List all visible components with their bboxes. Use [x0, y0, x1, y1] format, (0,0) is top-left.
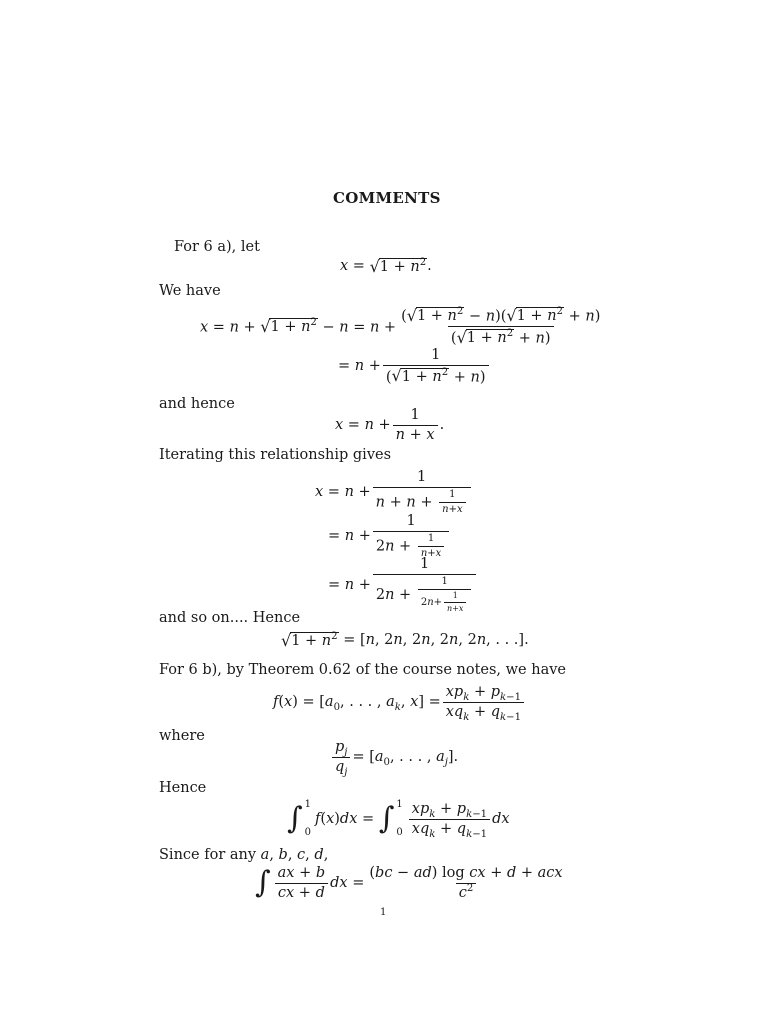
paragraph-and-so-on: and so on.... Hence — [159, 610, 301, 626]
equation-9: $f(x) = [a_0$, . . . , $a_k$, x] = $\frac{xp_k + p_{k-1}}{xq_k + q_{k-1}}$ — [273, 685, 526, 719]
paragraph-for-6a: For 6 a), let — [174, 239, 260, 255]
paragraph-for-6b: For 6 b), by Theorem 0.62 of the course notes, we have — [159, 662, 567, 678]
equation-5: x = n + 1 n + n + $\frac{1}{n+x}$ — [315, 470, 473, 515]
equation-11: ∫ 1 0 f(x)dx = ∫ 1 0 $\frac{xp_k + p_{k-1}}{xq_k + q_{k-1}}$ dx — [287, 799, 510, 840]
equation-10: $\frac{p_j}{q_j}$ = [$a_0$, . . . , $a_j$]. — [330, 740, 458, 774]
paragraph-and-hence: and hence — [159, 396, 235, 412]
paragraph-where: where — [159, 728, 205, 744]
equation-7: = n + 1 2n + 1 2n+ $\frac{1}{n+x}$ — [328, 557, 478, 613]
equation-2-fraction: ( √ $1 + n^2$ − n)( √ $1 + n^2$ + n) ( √ $1 + n^2$ + n) — [401, 305, 601, 347]
page-number: 1 — [380, 907, 387, 918]
paragraph-we-have: We have — [159, 283, 221, 299]
equation-6: = n + 1 2n + $\frac{1}{n+x}$ — [328, 514, 451, 559]
paragraph-since: Since for any a, b, c, d, — [159, 847, 329, 863]
equation-3: = n + 1 ( √ $1 + n^2$ + n) — [338, 348, 491, 385]
equation-2 — [200, 307, 605, 346]
paragraph-iterating: Iterating this relationship gives — [159, 447, 392, 463]
equation-1: x = √ $1 + n^2$ . — [340, 256, 432, 276]
equation-8: √ $1 + n^2$ = [ n , 2 n , 2 n , 2 n , 2 n , . . .]. — [281, 630, 529, 650]
equation-2-lhs: x = n + √ $1 + n^2$ − n = n + — [200, 316, 397, 336]
paragraph-hence: Hence — [159, 780, 207, 796]
equation-4: x = n + $\frac{1}{n + x}$ . — [335, 407, 445, 443]
equation-12: ∫ $\frac{ax + b}{cx + d}$ dx = $\frac{\text{(bc − ad) log cx + d + acx}}{c^2}$ — [255, 865, 563, 901]
page-title: COMMENTS — [333, 189, 441, 207]
